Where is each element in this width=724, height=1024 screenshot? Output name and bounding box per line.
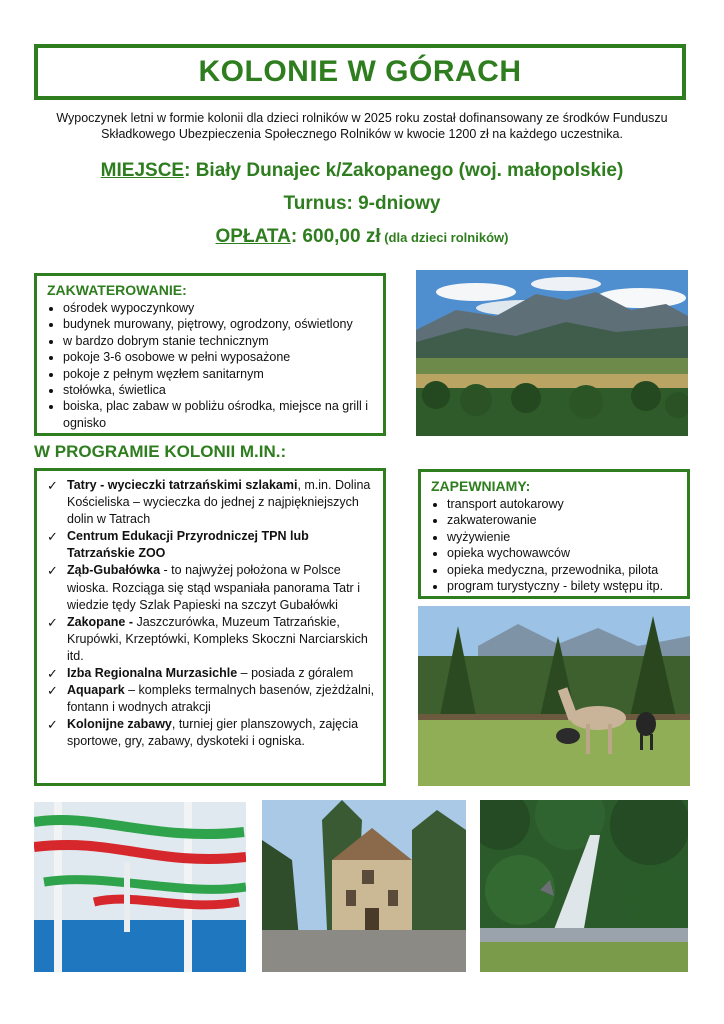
check-icon: ✓ bbox=[47, 614, 58, 630]
list-item: • opieka wychowawców bbox=[447, 545, 679, 561]
ski-jump-photo bbox=[480, 800, 688, 972]
aquapark-photo bbox=[34, 802, 246, 972]
accommodation-heading: ZAKWATEROWANIE: bbox=[47, 282, 187, 298]
list-item: • boiska, plac zabaw w pobliżu ośrodka, miejsce na grill i ognisko bbox=[63, 398, 375, 431]
intro-text: Wypoczynek letni w formie kolonii dla dzieci rolników w 2025 roku został dofinansowany ze środków Funduszu Składkowego Ubezpieczenia Społecznego Rolników w kwocie 1200 zł na każdego uczestnika. bbox=[56, 111, 668, 141]
program-item: ✓ Tatry - wycieczki tatrzańskimi szlakami, m.in. Dolina Kościeliska – wycieczka do jednej z najpiękniejszych dolin w Tatrach bbox=[47, 478, 371, 527]
program-box bbox=[34, 468, 386, 786]
list-item: • stołówka, świetlica bbox=[63, 382, 375, 398]
fee-note: (dla dzieci rolników) bbox=[380, 230, 509, 245]
list-item: • pokoje z pełnym węzłem sanitarnym bbox=[63, 366, 375, 382]
museum-photo bbox=[262, 800, 466, 972]
alpacas-photo bbox=[418, 606, 690, 786]
program-heading: W PROGRAMIE KOLONII M.IN.: bbox=[34, 442, 287, 461]
fee-label: OPŁATA bbox=[215, 226, 291, 247]
provide-heading: ZAPEWNIAMY: bbox=[431, 478, 531, 494]
accommodation-box bbox=[34, 273, 386, 436]
program-item: ✓ Izba Regionalna Murzasichle – posiada z góralem bbox=[47, 666, 354, 682]
mountain-panorama-photo bbox=[416, 270, 688, 436]
list-item: • ośrodek wypoczynkowy bbox=[63, 300, 375, 316]
place-label: MIEJSCE bbox=[100, 160, 185, 181]
program-item: ✓ Zakopane - Jaszczurówka, Muzeum Tatrzańskie, Krupówki, Krzeptówki, Kompleks Skoczni Narciarskich itd. bbox=[47, 614, 368, 663]
list-item: • budynek murowany, piętrowy, ogrodzony, oświetlony bbox=[63, 316, 375, 332]
list-item: • w bardzo dobrym stanie technicznym bbox=[63, 333, 375, 349]
place-line bbox=[0, 160, 724, 182]
check-icon: ✓ bbox=[47, 683, 58, 699]
check-icon: ✓ bbox=[47, 563, 58, 579]
program-item: ✓ Kolonijne zabawy, turniej gier planszowych, zajęcia sportowe, gry, zabawy, dyskoteki i ogniska. bbox=[47, 717, 359, 749]
check-icon: ✓ bbox=[47, 666, 58, 682]
fee-value: : 600,00 zł bbox=[290, 226, 381, 247]
list-item: • transport autokarowy bbox=[447, 496, 679, 512]
provide-box bbox=[418, 469, 690, 599]
list-item: • wyżywienie bbox=[447, 529, 679, 545]
list-item: • zakwaterowanie bbox=[447, 512, 679, 528]
program-item: ✓ Centrum Edukacji Przyrodniczej TPN lub Tatrzańskie ZOO bbox=[47, 529, 309, 561]
program-item: ✓ Aquapark – kompleks termalnych basenów, zjeżdżalni, fontann i wodnych atrakcji bbox=[47, 683, 375, 715]
check-icon: ✓ bbox=[47, 717, 58, 733]
check-icon: ✓ bbox=[47, 478, 58, 493]
list-item: • pokoje 3-6 osobowe w pełni wyposażone bbox=[63, 349, 375, 365]
fee-line bbox=[0, 226, 724, 248]
list-item: • opieka medyczna, przewodnika, pilota bbox=[447, 562, 679, 578]
list-item: • program turystyczny - bilety wstępu itp. bbox=[447, 578, 679, 594]
title-box bbox=[34, 44, 686, 100]
turnus-line: Turnus: 9-dniowy bbox=[283, 193, 441, 214]
page-title: KOLONIE W GÓRACH bbox=[198, 55, 522, 88]
check-icon: ✓ bbox=[47, 529, 58, 545]
program-item: ✓ Ząb-Gubałówka - to najwyżej położona w Polsce wioska. Rozciąga się stąd wspaniała panorama Tatr i wiedzie tędy Szlak Papieski na szczyt Gubałówki bbox=[47, 563, 360, 612]
place-value: : Biały Dunajec k/Zakopanego (woj. małopolskie) bbox=[184, 160, 624, 181]
